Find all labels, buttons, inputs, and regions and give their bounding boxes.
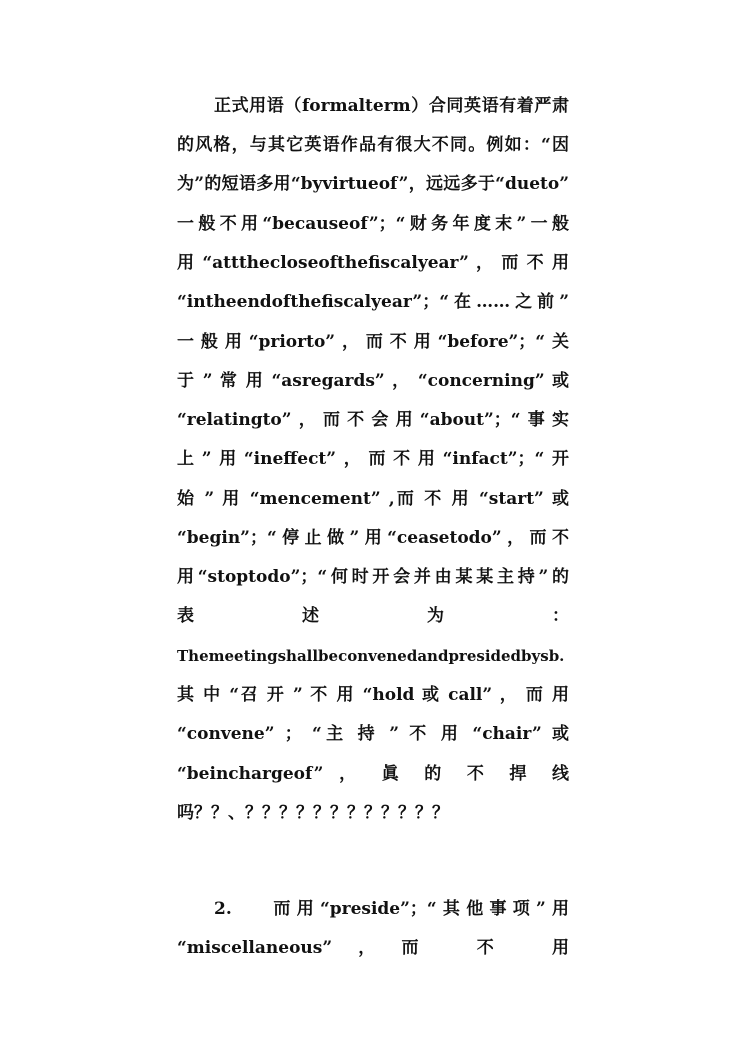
- paragraph1-line-6: “intheendofthefiscalyear”；“在……之前”: [177, 292, 569, 312]
- paragraph1-line-3: 为”的短语多用“byvirtueof”，远远多于“dueto”: [177, 174, 569, 194]
- paragraph1-line-4: 一般不用“becauseof”；“财务年度末”一般: [177, 214, 569, 234]
- paragraph1-line-9: “relatingto”，而不会用“about”；“事实: [177, 410, 569, 430]
- paragraph1-line-13: 用“stoptodo”；“何时开会并由某某主持”的: [177, 567, 569, 587]
- paragraph1-line-19: 吗？？、？？？？？？？？？？？？: [177, 803, 449, 823]
- paragraph1-line-18: “beinchargeof” ， 眞 的 不 捍 线: [177, 764, 569, 784]
- paragraph1-line-17: “convene” ； “主 持 ” 不 用 “chair” 或: [177, 724, 569, 744]
- paragraph2-line-1: 2. 而用“preside”；“其他事项”用: [214, 899, 569, 919]
- paragraph1-line-7: 一般用“priorto”，而不用“before”；“关: [177, 332, 569, 352]
- paragraph1-line-16: 其 中 “召 开 ” 不 用 “hold 或 call” ， 而 用: [177, 685, 569, 705]
- paragraph1-line-15: Themeetingshallbeconvenedandpresidedbysb.: [177, 647, 565, 665]
- paragraph1-line-5: 用 “attthecloseofthefiscalyear” ， 而 不 用: [177, 253, 569, 273]
- paragraph2-line-2: “miscellaneous”，而 不 用: [177, 938, 569, 958]
- paragraph1-line-8: 于 ” 常 用 “asregards” ， “concerning” 或: [177, 371, 569, 391]
- paragraph1-line-1: 正式用语（formalterm）合同英语有着严肃: [214, 96, 569, 116]
- paragraph1-line-11: 始 ” 用 “mencement” ,而 不 用 “start” 或: [177, 489, 569, 509]
- paragraph1-line-10: 上”用“ineffect”，而不用“infact”；“开: [177, 449, 569, 469]
- paragraph1-line-14: 表 述 为 ：: [177, 606, 569, 626]
- paragraph1-line-2: 的风格，与其它英语作品有很大不同。例如：“因: [177, 135, 569, 155]
- paragraph1-line-12: “begin”；“停止做”用“ceasetodo”，而不: [177, 528, 569, 548]
